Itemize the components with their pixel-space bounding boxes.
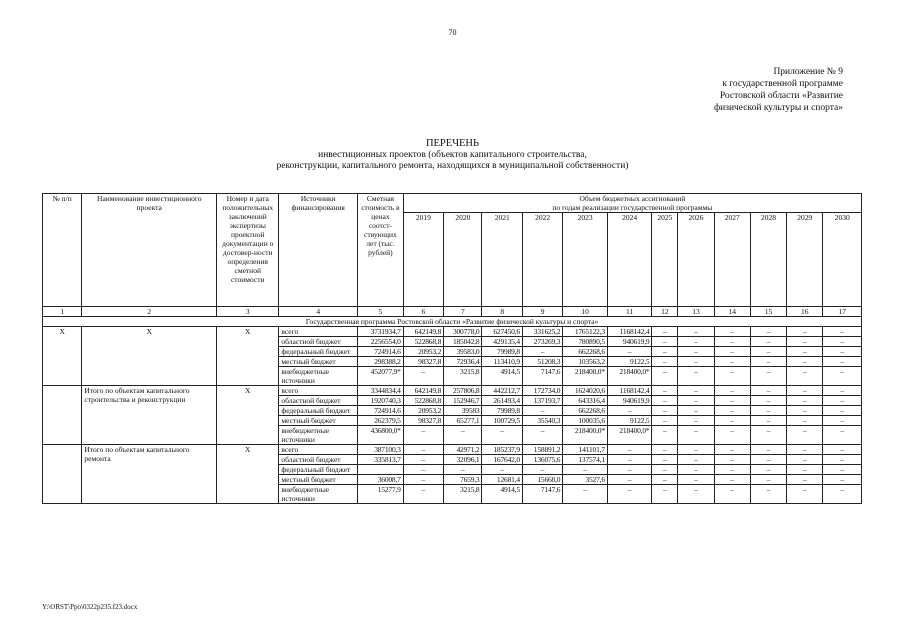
column-number: 7 xyxy=(444,307,482,317)
estimated-cost-cell: 36008,7 xyxy=(358,475,404,485)
budget-value-cell: – xyxy=(787,475,823,485)
budget-value-cell: 100035,6 xyxy=(563,416,608,426)
budget-value-cell: – xyxy=(403,426,443,445)
budget-value-cell: – xyxy=(823,357,862,367)
header-year: 2021 xyxy=(482,213,522,307)
budget-value-cell: – xyxy=(750,416,786,426)
budget-value-cell: 152946,7 xyxy=(444,396,482,406)
footer-file-path: Y:\ORST\Ppo\0322p235.f23.docx xyxy=(42,603,138,611)
appendix-heading xyxy=(714,66,843,114)
budget-value-cell: 257806,8 xyxy=(444,386,482,396)
funding-source: всего xyxy=(279,445,358,455)
estimated-cost-cell: 724914,6 xyxy=(358,406,404,416)
budget-value-cell: 3215,8 xyxy=(444,485,482,504)
budget-value-cell: 662268,6 xyxy=(563,406,608,416)
budget-value-cell: – xyxy=(678,445,714,455)
budget-value-cell: – xyxy=(678,485,714,504)
table-row xyxy=(43,386,862,396)
budget-value-cell: – xyxy=(787,396,823,406)
budget-value-cell: – xyxy=(787,445,823,455)
column-number: 15 xyxy=(750,307,786,317)
header-year: 2029 xyxy=(787,213,823,307)
header-year: 2030 xyxy=(823,213,862,307)
budget-value-cell: 4914,5 xyxy=(482,485,522,504)
funding-source: федеральный бюджет xyxy=(279,406,358,416)
budget-value-cell: 32096,1 xyxy=(444,455,482,465)
group-project-name: Итого по объектам капитального ремонта xyxy=(82,445,217,504)
budget-value-cell: – xyxy=(823,426,862,445)
header-year: 2019 xyxy=(403,213,443,307)
header-year: 2027 xyxy=(714,213,750,307)
budget-value-cell: – xyxy=(823,406,862,416)
budget-value-cell: – xyxy=(750,406,786,416)
budget-value-cell: – xyxy=(787,455,823,465)
budget-value-cell: – xyxy=(714,445,750,455)
budget-value-cell: – xyxy=(823,485,862,504)
budget-value-cell: – xyxy=(403,485,443,504)
header-year: 2025 xyxy=(652,213,678,307)
budget-value-cell: – xyxy=(607,455,652,465)
table-row xyxy=(43,327,862,337)
estimated-cost-cell: 1920740,3 xyxy=(358,396,404,406)
estimated-cost-cell: 2256554,0 xyxy=(358,337,404,347)
budget-value-cell: – xyxy=(522,406,562,416)
header-year: 2022 xyxy=(522,213,562,307)
budget-value-cell: – xyxy=(787,347,823,357)
budget-value-cell: 218400,0* xyxy=(607,426,652,445)
budget-value-cell: – xyxy=(787,357,823,367)
group-expertise: X xyxy=(217,386,279,445)
budget-value-cell: 100729,5 xyxy=(482,416,522,426)
budget-value-cell: 442212,7 xyxy=(482,386,522,396)
estimated-cost-cell: 335813,7 xyxy=(358,455,404,465)
budget-value-cell: – xyxy=(403,445,443,455)
funding-source: всего xyxy=(279,386,358,396)
budget-value-cell: – xyxy=(444,465,482,475)
budget-value-cell: 39583,0 xyxy=(444,347,482,357)
group-num xyxy=(43,386,82,445)
budget-value-cell: – xyxy=(678,327,714,337)
budget-value-cell: – xyxy=(714,426,750,445)
budget-value-cell: 65277,1 xyxy=(444,416,482,426)
budget-value-cell: – xyxy=(714,367,750,386)
budget-value-cell: – xyxy=(652,416,678,426)
estimated-cost-cell: 3344834,4 xyxy=(358,386,404,396)
group-expertise: X xyxy=(217,445,279,504)
budget-value-cell: 642149,8 xyxy=(403,386,443,396)
budget-value-cell: – xyxy=(714,347,750,357)
budget-value-cell: – xyxy=(787,465,823,475)
header-project-name: Наименование инвестиционного проекта xyxy=(82,194,217,307)
budget-value-cell: – xyxy=(652,406,678,416)
budget-value-cell: 1624020,6 xyxy=(563,386,608,396)
budget-value-cell: – xyxy=(652,465,678,475)
budget-value-cell: – xyxy=(750,465,786,475)
budget-value-cell: 137193,7 xyxy=(522,396,562,406)
budget-value-cell: – xyxy=(750,357,786,367)
estimated-cost-cell: 724914,6 xyxy=(358,347,404,357)
budget-value-cell: 167642,0 xyxy=(482,455,522,465)
estimated-cost-cell: 3731934,7 xyxy=(358,327,404,337)
budget-value-cell: – xyxy=(607,465,652,475)
budget-value-cell: 429135,4 xyxy=(482,337,522,347)
budget-value-cell: – xyxy=(787,327,823,337)
budget-value-cell: – xyxy=(750,475,786,485)
budget-value-cell: – xyxy=(522,426,562,445)
budget-value-cell: 185237,9 xyxy=(482,445,522,455)
budget-value-cell: – xyxy=(750,445,786,455)
budget-value-cell: – xyxy=(403,465,443,475)
document-subtitle-line: реконструкции, капитального ремонта, находящихся в муниципальной собственности) xyxy=(276,161,629,171)
budget-value-cell: – xyxy=(823,367,862,386)
budget-value-cell: 20953,2 xyxy=(403,347,443,357)
header-year: 2020 xyxy=(444,213,482,307)
budget-value-cell: 72936,4 xyxy=(444,357,482,367)
budget-value-cell: – xyxy=(678,337,714,347)
budget-value-cell: 141101,7 xyxy=(563,445,608,455)
budget-value-cell: – xyxy=(607,445,652,455)
budget-value-cell: – xyxy=(750,367,786,386)
budget-value-cell: 137574,1 xyxy=(563,455,608,465)
budget-value-cell: – xyxy=(823,465,862,475)
budget-value-cell: – xyxy=(823,455,862,465)
budget-value-cell: – xyxy=(678,367,714,386)
budget-value-cell: – xyxy=(403,475,443,485)
budget-value-cell: 103563,2 xyxy=(563,357,608,367)
appendix-line: физической культуры и спорта» xyxy=(713,103,843,113)
funding-source: местный бюджет xyxy=(279,416,358,426)
budget-value-cell: – xyxy=(714,327,750,337)
funding-source: всего xyxy=(279,327,358,337)
funding-source: местный бюджет xyxy=(279,357,358,367)
title-block xyxy=(0,138,905,172)
budget-value-cell: – xyxy=(652,386,678,396)
budget-value-cell: 218400,0* xyxy=(563,367,608,386)
budget-value-cell: – xyxy=(823,396,862,406)
budget-value-cell: – xyxy=(607,406,652,416)
budget-value-cell: – xyxy=(714,416,750,426)
program-title-row xyxy=(43,317,862,327)
budget-value-cell: 113410,9 xyxy=(482,357,522,367)
budget-value-cell: 79989,8 xyxy=(482,406,522,416)
header-budget-volume xyxy=(403,194,861,213)
budget-value-cell: – xyxy=(678,386,714,396)
column-number: 12 xyxy=(652,307,678,317)
budget-value-cell: 522868,8 xyxy=(403,337,443,347)
budget-value-cell: 331625,2 xyxy=(522,327,562,337)
funding-source: областной бюджет xyxy=(279,337,358,347)
header-estimated-cost: Сметная стоимость в ценах соотст-ствующих лет (тыс. рублей) xyxy=(358,194,404,307)
budget-value-cell: 42971,2 xyxy=(444,445,482,455)
investment-projects-table xyxy=(42,193,862,504)
budget-value-cell: – xyxy=(714,337,750,347)
budget-value-cell: 98327,8 xyxy=(403,357,443,367)
column-number: 5 xyxy=(358,307,404,317)
budget-value-cell: – xyxy=(714,465,750,475)
budget-value-cell: – xyxy=(678,357,714,367)
budget-value-cell: – xyxy=(563,485,608,504)
budget-value-cell: – xyxy=(652,357,678,367)
budget-value-cell: 662268,6 xyxy=(563,347,608,357)
budget-value-cell: 15668,0 xyxy=(522,475,562,485)
budget-value-cell: – xyxy=(652,337,678,347)
budget-value-cell: 643316,4 xyxy=(563,396,608,406)
budget-value-cell: 158891,2 xyxy=(522,445,562,455)
estimated-cost-cell xyxy=(358,465,404,475)
funding-source: областной бюджет xyxy=(279,396,358,406)
budget-value-cell: – xyxy=(563,465,608,475)
header-year: 2028 xyxy=(750,213,786,307)
budget-value-cell: 7147,6 xyxy=(522,485,562,504)
funding-source: местный бюджет xyxy=(279,475,358,485)
group-num: X xyxy=(43,327,82,386)
group-expertise: X xyxy=(217,327,279,386)
budget-value-cell: – xyxy=(403,367,443,386)
budget-value-cell: – xyxy=(750,485,786,504)
budget-value-cell: – xyxy=(750,396,786,406)
budget-value-cell: – xyxy=(678,426,714,445)
budget-value-cell: – xyxy=(714,475,750,485)
budget-value-cell: – xyxy=(787,406,823,416)
budget-value-cell: 4914,5 xyxy=(482,367,522,386)
funding-source: внебюджетные источники xyxy=(279,426,358,445)
budget-value-cell: 3527,6 xyxy=(563,475,608,485)
budget-value-cell: – xyxy=(823,416,862,426)
budget-value-cell: – xyxy=(482,465,522,475)
budget-value-cell: – xyxy=(444,426,482,445)
budget-value-cell: – xyxy=(403,455,443,465)
funding-source: внебюджетные источники xyxy=(279,485,358,504)
budget-value-cell: 79989,8 xyxy=(482,347,522,357)
header-year: 2026 xyxy=(678,213,714,307)
estimated-cost-cell: 262379,5 xyxy=(358,416,404,426)
budget-value-cell: 218400,0* xyxy=(563,426,608,445)
column-number: 10 xyxy=(563,307,608,317)
budget-value-cell: – xyxy=(714,455,750,465)
budget-value-cell: 136075,6 xyxy=(522,455,562,465)
estimated-cost-cell: 436800,0* xyxy=(358,426,404,445)
budget-value-cell: – xyxy=(607,347,652,357)
budget-value-cell: – xyxy=(714,357,750,367)
budget-value-cell: 35540,3 xyxy=(522,416,562,426)
header-year: 2023 xyxy=(563,213,608,307)
budget-value-cell: – xyxy=(652,367,678,386)
budget-value-cell: – xyxy=(678,455,714,465)
budget-value-cell: 9122,5 xyxy=(607,357,652,367)
budget-value-cell: – xyxy=(823,445,862,455)
column-number: 2 xyxy=(82,307,217,317)
budget-value-cell: – xyxy=(607,485,652,504)
budget-value-cell: – xyxy=(750,426,786,445)
budget-value-cell: – xyxy=(522,465,562,475)
budget-value-cell: – xyxy=(652,327,678,337)
estimated-cost-cell: 387100,3 xyxy=(358,445,404,455)
budget-value-cell: 98327,8 xyxy=(403,416,443,426)
budget-value-cell: – xyxy=(750,337,786,347)
budget-value-cell: 172734,0 xyxy=(522,386,562,396)
budget-value-cell: – xyxy=(750,327,786,337)
budget-value-cell: – xyxy=(714,386,750,396)
page-number: 70 xyxy=(448,28,457,37)
budget-value-cell: – xyxy=(750,386,786,396)
budget-value-cell: 218400,0* xyxy=(607,367,652,386)
column-number: 11 xyxy=(607,307,652,317)
budget-value-cell: 1168142,4 xyxy=(607,386,652,396)
budget-value-cell: 3215,8 xyxy=(444,367,482,386)
budget-value-cell: – xyxy=(823,337,862,347)
budget-value-cell: 261493,4 xyxy=(482,396,522,406)
budget-value-cell: – xyxy=(678,475,714,485)
funding-source: федеральный бюджет xyxy=(279,465,358,475)
document-subtitle-line: инвестиционных проектов (объектов капитального строительства, xyxy=(318,150,587,160)
estimated-cost-cell: 298388,2 xyxy=(358,357,404,367)
budget-value-cell: 780890,5 xyxy=(563,337,608,347)
budget-value-cell: – xyxy=(678,416,714,426)
header-budget-volume-line: Объем бюджетных ассигнований xyxy=(579,194,686,203)
budget-value-cell: – xyxy=(787,386,823,396)
appendix-line: Приложение № 9 xyxy=(773,67,843,77)
budget-value-cell: – xyxy=(823,347,862,357)
budget-value-cell: 642149,8 xyxy=(403,327,443,337)
budget-value-cell: – xyxy=(714,396,750,406)
header-funding-source: Источники финансирования xyxy=(279,194,358,307)
funding-source: федеральный бюджет xyxy=(279,347,358,357)
budget-value-cell: – xyxy=(823,386,862,396)
budget-value-cell: – xyxy=(787,337,823,347)
budget-value-cell: 940619,9 xyxy=(607,396,652,406)
estimated-cost-cell: 15277,9 xyxy=(358,485,404,504)
budget-value-cell: – xyxy=(607,475,652,485)
group-num xyxy=(43,445,82,504)
budget-value-cell: – xyxy=(652,475,678,485)
header-expertise: Номер и дата положительных заключений экспертизы проектной документации о достовер-ности определения сметной стоимости xyxy=(217,194,279,307)
column-number: 3 xyxy=(217,307,279,317)
budget-value-cell: – xyxy=(714,406,750,416)
budget-value-cell: 51208,3 xyxy=(522,357,562,367)
budget-value-cell: – xyxy=(482,426,522,445)
column-number: 14 xyxy=(714,307,750,317)
budget-value-cell: – xyxy=(652,455,678,465)
document-title: ПЕРЕЧЕНЬ xyxy=(425,138,480,149)
budget-value-cell: – xyxy=(678,406,714,416)
budget-value-cell: – xyxy=(750,455,786,465)
budget-value-cell: – xyxy=(787,426,823,445)
column-number: 1 xyxy=(43,307,82,317)
budget-value-cell: – xyxy=(678,347,714,357)
budget-value-cell: 20953,2 xyxy=(403,406,443,416)
budget-value-cell: 7659,3 xyxy=(444,475,482,485)
budget-value-cell: 522868,8 xyxy=(403,396,443,406)
budget-value-cell: – xyxy=(522,347,562,357)
column-number: 13 xyxy=(678,307,714,317)
funding-source: областной бюджет xyxy=(279,455,358,465)
column-number: 17 xyxy=(823,307,862,317)
estimated-cost-cell: 452077,9* xyxy=(358,367,404,386)
budget-value-cell: – xyxy=(787,367,823,386)
budget-value-cell: – xyxy=(823,327,862,337)
column-numbers-row xyxy=(43,307,862,317)
column-number: 9 xyxy=(522,307,562,317)
budget-value-cell: – xyxy=(750,347,786,357)
funding-source: внебюджетные источники xyxy=(279,367,358,386)
budget-value-cell: 9122,5 xyxy=(607,416,652,426)
header-year: 2024 xyxy=(607,213,652,307)
group-project-name: X xyxy=(82,327,217,386)
header-budget-volume-line: по годам реализации государственной программы xyxy=(552,203,713,212)
budget-value-cell: – xyxy=(678,465,714,475)
budget-value-cell: – xyxy=(652,426,678,445)
budget-value-cell: – xyxy=(823,475,862,485)
column-number: 4 xyxy=(279,307,358,317)
group-project-name: Итого по объектам капитального строительства и реконструкции xyxy=(82,386,217,445)
column-number: 6 xyxy=(403,307,443,317)
column-number: 8 xyxy=(482,307,522,317)
budget-value-cell: 12681,4 xyxy=(482,475,522,485)
program-title: Государственная программа Ростовской области «Развитие физической культуры и спорта» xyxy=(43,317,862,327)
column-number: 16 xyxy=(787,307,823,317)
budget-value-cell: 273269,3 xyxy=(522,337,562,347)
budget-value-cell: 185042,8 xyxy=(444,337,482,347)
budget-value-cell: 627450,6 xyxy=(482,327,522,337)
budget-value-cell: 1168142,4 xyxy=(607,327,652,337)
budget-value-cell: 39583 xyxy=(444,406,482,416)
budget-value-cell: 300778,0 xyxy=(444,327,482,337)
budget-value-cell: – xyxy=(787,416,823,426)
budget-value-cell: – xyxy=(652,396,678,406)
budget-value-cell: 940619,9 xyxy=(607,337,652,347)
budget-value-cell: 1765122,3 xyxy=(563,327,608,337)
budget-value-cell: – xyxy=(652,347,678,357)
budget-value-cell: 7147,6 xyxy=(522,367,562,386)
appendix-line: к государственной программе xyxy=(722,79,843,89)
budget-value-cell: – xyxy=(787,485,823,504)
budget-value-cell: – xyxy=(652,485,678,504)
budget-value-cell: – xyxy=(714,485,750,504)
budget-value-cell: – xyxy=(678,396,714,406)
header-num: № п/п xyxy=(43,194,82,307)
appendix-line: Ростовской области «Развитие xyxy=(719,91,843,101)
table-row xyxy=(43,445,862,455)
budget-value-cell: – xyxy=(652,445,678,455)
